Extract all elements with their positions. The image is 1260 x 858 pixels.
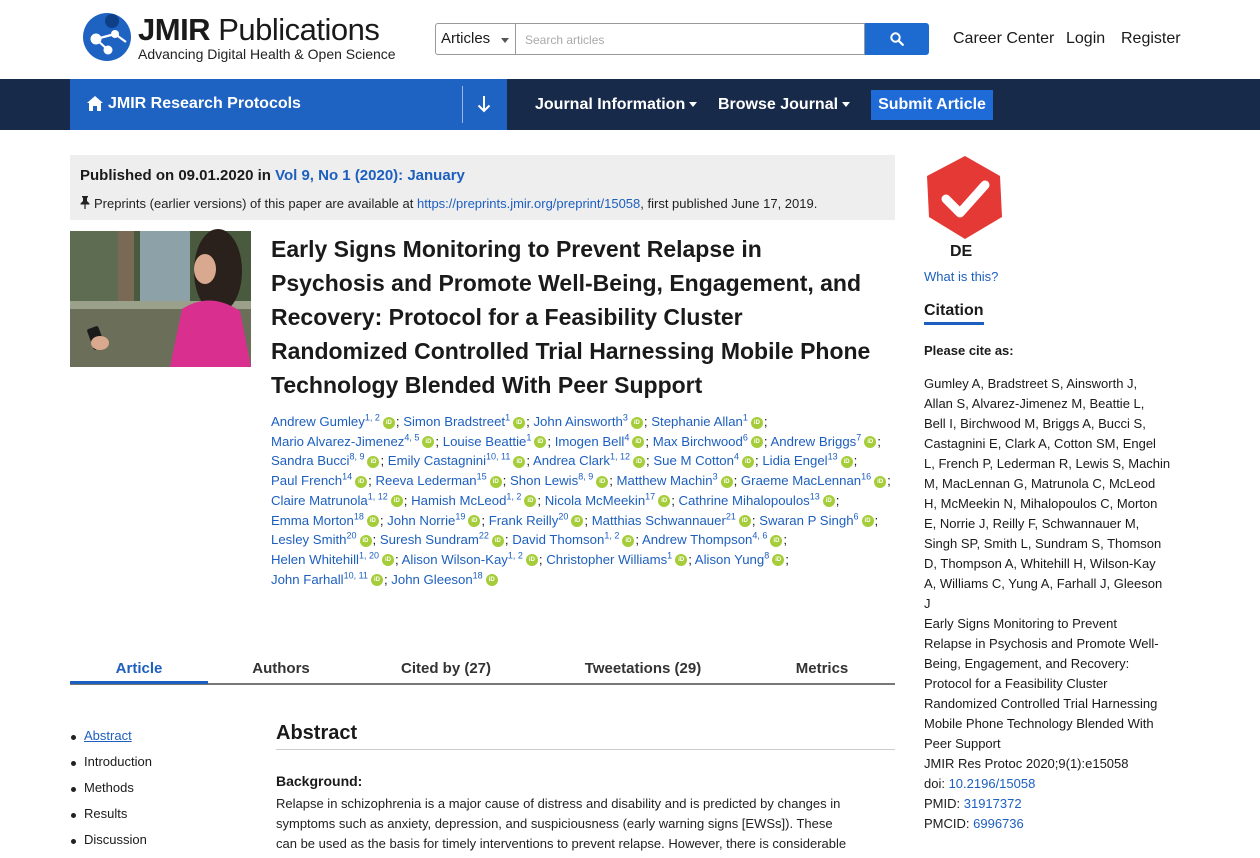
author-affiliation: 1 <box>667 550 673 561</box>
search-input[interactable]: Search articles <box>516 23 865 55</box>
author-affiliation: 4 <box>733 452 739 463</box>
citation-title-line: Relapse in Psychosis and Promote Well- <box>924 636 1159 651</box>
author-entry: Christopher Williams$^1$ iD ; <box>546 550 692 567</box>
author-affiliation: 16 <box>861 471 872 482</box>
orcid-icon[interactable]: iD <box>658 495 670 507</box>
author-entry: Nicola McMeekin$^{17}$ iD ; <box>544 491 675 508</box>
author-link[interactable]: Simon Bradstreet <box>403 414 506 429</box>
orcid-icon[interactable]: iD <box>631 417 643 429</box>
author-link[interactable]: Hamish McLeod <box>411 492 507 508</box>
orcid-icon[interactable]: iD <box>770 535 782 547</box>
arrow-down-icon[interactable] <box>477 95 491 113</box>
orcid-icon[interactable]: iD <box>524 495 536 507</box>
author-link[interactable]: Emily Castagnini <box>387 453 487 469</box>
orcid-icon[interactable]: iD <box>841 456 853 468</box>
orcid-icon[interactable]: iD <box>534 436 546 448</box>
author-link[interactable]: Helen Whitehill <box>271 551 359 567</box>
citation-block <box>924 374 1182 834</box>
abstract-heading: Abstract <box>276 722 358 744</box>
author-link[interactable]: Stephanie Allan <box>651 414 743 429</box>
orcid-icon[interactable]: iD <box>513 456 525 468</box>
pmid-link[interactable]: 31917372 <box>963 796 1022 811</box>
author-affiliation: 17 <box>645 491 656 502</box>
active-tab-indicator <box>70 681 208 684</box>
tab-tweetations[interactable]: Tweetations (29) <box>584 660 702 677</box>
author-link[interactable]: Swaran P Singh <box>759 512 854 528</box>
author-entry: Lidia Engel$^{13}$ iD ; <box>762 452 858 469</box>
citation-title-line: Being, Engagement, and Recovery: <box>924 656 1130 671</box>
author-affiliation: 1, 2 <box>364 412 380 423</box>
orcid-icon[interactable]: iD <box>596 476 608 488</box>
author-affiliation: 3 <box>622 412 628 423</box>
citation-authors-line: H, McMeekin N, Mihalopoulos C, Morton <box>924 496 1158 511</box>
login-link[interactable]: Login <box>1066 30 1106 47</box>
caret-down-icon <box>842 102 850 107</box>
author-affiliation: 19 <box>455 511 466 522</box>
site-header <box>0 0 1260 79</box>
chevron-down-icon <box>501 38 509 43</box>
citation-title-line: Randomized Controlled Trial Harnessing <box>924 696 1158 711</box>
tab-cited-by[interactable]: Cited by (27) <box>400 660 491 677</box>
author-entry: Alison Yung$^8$ iD ; <box>694 550 789 567</box>
author-affiliation: 13 <box>809 491 820 502</box>
author-entry: Andrea Clark$^{1, 12}$ iD ; <box>532 452 650 469</box>
caret-down-icon <box>689 102 697 107</box>
author-link[interactable]: Imogen Bell <box>554 433 625 449</box>
author-affiliation: 4, 5 <box>404 432 420 443</box>
pin-icon <box>80 196 90 209</box>
author-affiliation: 20 <box>558 511 569 522</box>
abstract-divider <box>276 749 895 750</box>
search-icon <box>890 32 904 46</box>
jmir-logo[interactable] <box>82 12 402 64</box>
orcid-icon[interactable]: iD <box>622 535 634 547</box>
author-affiliation: 15 <box>476 471 487 482</box>
author-entry: Claire Matrunola$^{1, 12}$ iD ; <box>271 491 408 508</box>
author-entry: John Farhall$^{10, 11}$ iD ; <box>271 570 388 587</box>
orcid-icon[interactable]: iD <box>571 515 583 527</box>
author-affiliation: 1, 12 <box>609 452 630 463</box>
orcid-icon[interactable]: iD <box>632 436 644 448</box>
author-entry: Mario Alvarez-Jimenez$^{4, 5}$ iD ; <box>271 432 440 449</box>
author-link[interactable]: Lidia Engel <box>762 453 828 469</box>
author-affiliation: 1, 2 <box>604 530 620 541</box>
published-line: Published on 09.01.2020 in Vol 9, No 1 (2020): January <box>80 167 465 184</box>
orcid-icon[interactable]: iD <box>864 436 876 448</box>
author-entry: Lesley Smith$^{20}$ iD ; <box>271 530 377 548</box>
author-link[interactable]: Alison Wilson-Kay <box>401 551 508 567</box>
citation-authors-line: Gumley A, Bradstreet S, Ainsworth J, <box>924 376 1138 391</box>
publication-info <box>70 155 895 220</box>
author-entry: Graeme MacLennan$^{16}$ iD ; <box>740 471 891 489</box>
author-affiliation: 10, 11 <box>343 570 368 581</box>
author-entry: Sandra Bucci$^{8, 9}$ iD ; <box>271 452 385 469</box>
author-link[interactable]: John Farhall <box>271 571 344 587</box>
register-link[interactable]: Register <box>1121 30 1181 47</box>
article-thumbnail-image <box>70 231 251 367</box>
orcid-icon[interactable]: iD <box>751 436 763 448</box>
author-affiliation: 1 <box>526 432 532 443</box>
orcid-icon[interactable]: iD <box>367 456 379 468</box>
tab-article[interactable]: Article <box>115 660 163 677</box>
toc-link-abstract[interactable]: Abstract <box>84 728 132 743</box>
preprint-link[interactable]: https://preprints.jmir.org/preprint/15058 <box>416 196 641 211</box>
author-link[interactable]: Max Birchwood <box>652 433 743 449</box>
orcid-icon[interactable]: iD <box>772 554 784 566</box>
citation-authors-line: L, French P, Lederman R, Lewis S, Machin <box>924 456 1171 471</box>
author-affiliation: 8, 9 <box>578 471 594 482</box>
pmid-line <box>924 794 1182 814</box>
toc-item-results <box>70 806 250 832</box>
toc-item-discussion <box>70 832 250 858</box>
author-affiliation: 18 <box>353 511 364 522</box>
citation-authors-line: A, Williams C, Yung A, Farhall J, Gleeson <box>924 576 1163 591</box>
citation-title-line: Early Signs Monitoring to Prevent <box>924 616 1117 631</box>
citation-authors-line: Castagnini E, Clark A, Cotton SM, Engel <box>924 436 1156 451</box>
author-link[interactable]: Matthew Machin <box>616 473 713 489</box>
pmcid-line <box>924 814 1182 834</box>
author-entry: Imogen Bell$^4$ iD ; <box>554 432 650 449</box>
author-affiliation: 10, 11 <box>486 452 511 463</box>
author-list <box>271 412 891 589</box>
orcid-icon[interactable]: iD <box>492 535 504 547</box>
author-entry: John Ainsworth$^3$ iD ; <box>533 412 648 429</box>
author-link[interactable]: Nicola McMeekin <box>544 492 646 508</box>
journal-name: JMIR Research Protocols <box>108 95 301 112</box>
author-entry: Hamish McLeod$^{1, 2}$ iD ; <box>411 491 542 508</box>
orcid-icon[interactable]: iD <box>490 476 502 488</box>
orcid-icon[interactable]: iD <box>675 554 687 566</box>
submit-article-button[interactable]: Submit Article <box>871 90 993 120</box>
author-link[interactable]: David Thomson <box>512 532 605 548</box>
author-affiliation: 1 <box>505 412 511 423</box>
author-entry: Suresh Sundram$^{22}$ iD ; <box>379 530 509 548</box>
author-link[interactable]: Frank Reilly <box>488 512 559 528</box>
author-entry: Andrew Briggs$^7$ iD ; <box>770 432 881 449</box>
badge-label: DE <box>950 243 973 260</box>
author-entry: Sue M Cotton$^4$ iD ; <box>653 452 759 469</box>
thumbnail-illustration <box>70 231 251 367</box>
orcid-icon[interactable]: iD <box>355 476 367 488</box>
author-link[interactable]: Suresh Sundram <box>379 532 479 548</box>
author-entry: Matthew Machin$^3$ iD ; <box>616 471 738 489</box>
author-affiliation: 1, 12 <box>367 491 388 502</box>
author-link[interactable]: Matthias Schwannauer <box>591 512 726 528</box>
author-affiliation: 20 <box>346 530 357 541</box>
toc-item-abstract <box>70 728 250 754</box>
toc-item-methods <box>70 780 250 806</box>
author-link[interactable]: John Norrie <box>387 512 456 528</box>
abstract-section <box>276 722 895 851</box>
author-link[interactable]: John Ainsworth <box>533 414 623 429</box>
pmcid-link[interactable]: 6996736 <box>973 816 1024 831</box>
preprint-line: Preprints (earlier versions) of this paper are available at https://preprints.jmir.org/preprint/15058, first published June 17, 2019. <box>80 196 817 211</box>
author-entry: Frank Reilly$^{20}$ iD ; <box>488 511 589 528</box>
author-link[interactable]: Andrew Thompson <box>641 532 753 548</box>
orcid-icon[interactable]: iD <box>739 515 751 527</box>
author-affiliation: 1, 2 <box>506 491 522 502</box>
orcid-icon[interactable]: iD <box>742 456 754 468</box>
orcid-icon[interactable]: iD <box>862 515 874 527</box>
citation-title-line: Peer Support <box>924 736 1001 751</box>
author-entry: Cathrine Mihalopoulos$^{13}$ iD ; <box>678 491 840 508</box>
search-button[interactable] <box>865 23 929 55</box>
toc-link-introduction[interactable]: Introduction <box>84 754 152 769</box>
author-entry: Andrew Thompson$^{4, 6}$ iD ; <box>641 530 788 548</box>
author-affiliation: 8, 9 <box>349 452 365 463</box>
author-link[interactable]: Graeme MacLennan <box>740 473 862 489</box>
journal-information-menu[interactable]: Journal Information <box>535 96 697 114</box>
citation-title-line: Protocol for a Feasibility Cluster <box>924 676 1108 691</box>
author-affiliation: 3 <box>712 471 718 482</box>
orcid-icon[interactable]: iD <box>633 456 645 468</box>
orcid-icon[interactable]: iD <box>526 554 538 566</box>
data-editor-badge[interactable] <box>924 155 1006 265</box>
orcid-icon[interactable]: iD <box>367 515 379 527</box>
author-entry: Helen Whitehill$^{1, 20}$ iD ; <box>271 550 399 567</box>
author-affiliation: 7 <box>856 432 862 443</box>
orcid-icon[interactable]: iD <box>383 417 395 429</box>
citation-heading: Citation <box>924 302 984 325</box>
citation-authors-line: M, MacLennan G, Matrunola C, McLeod <box>924 476 1156 491</box>
author-link[interactable]: Louise Beattie <box>442 433 527 449</box>
author-affiliation: 6 <box>742 432 748 443</box>
search-scope-select[interactable]: Articles <box>435 23 516 55</box>
author-entry <box>391 572 498 587</box>
logo-wordmark: JMIR Publications <box>138 12 380 47</box>
doi-link[interactable]: 10.2196/15058 <box>948 776 1036 791</box>
career-center-link[interactable]: Career Center <box>953 30 1055 47</box>
author-entry: John Norrie$^{19}$ iD ; <box>387 511 486 528</box>
pmcid-label: PMCID: <box>924 816 974 831</box>
author-entry: Shon Lewis$^{8, 9}$ iD ; <box>510 471 613 489</box>
orcid-icon[interactable]: iD <box>360 535 372 547</box>
orcid-icon[interactable]: iD <box>468 515 480 527</box>
orcid-icon[interactable]: iD <box>486 574 498 586</box>
author-link[interactable]: Sandra Bucci <box>271 453 350 469</box>
citation-title-line: Mobile Phone Technology Blended With <box>924 716 1154 731</box>
author-link[interactable]: Andrea Clark <box>532 453 610 469</box>
author-entry: Emily Castagnini$^{10, 11}$ iD ; <box>387 452 531 469</box>
browse-journal-menu[interactable]: Browse Journal <box>718 96 850 114</box>
logo-tagline: Advancing Digital Health & Open Science <box>138 46 396 62</box>
author-affiliation: 14 <box>342 471 353 482</box>
article-tabs <box>70 653 895 685</box>
checkmark-badge-icon <box>924 155 1006 243</box>
author-entry: David Thomson$^{1, 2}$ iD ; <box>512 530 639 548</box>
abstract-line: symptoms such as anxiety, depression, and suspiciousness (early warning signs [EWSs]). These <box>276 816 833 831</box>
author-entry: Simon Bradstreet$^1$ iD ; <box>403 412 530 429</box>
citation-authors-line: Singh SP, Smith L, Sundram S, Thomson <box>924 536 1162 551</box>
author-link[interactable]: Mario Alvarez-Jimenez <box>271 433 405 449</box>
author-link[interactable]: John Gleeson <box>391 571 473 587</box>
orcid-icon[interactable]: iD <box>721 476 733 488</box>
author-affiliation: 4 <box>624 432 630 443</box>
author-link[interactable]: Shon Lewis <box>510 473 579 489</box>
author-link[interactable]: Andrew Briggs <box>770 433 857 449</box>
abstract-text <box>276 794 890 854</box>
author-link[interactable]: Lesley Smith <box>271 532 347 548</box>
author-affiliation: 1, 20 <box>358 550 379 561</box>
author-link[interactable]: Claire Matrunola <box>271 492 368 508</box>
citation-journal-ref: JMIR Res Protoc 2020;9(1):e15058 <box>924 756 1129 771</box>
please-cite-label: Please cite as: <box>924 343 1014 358</box>
background-label: Background: <box>276 773 363 789</box>
logo-molecule-icon <box>82 12 132 62</box>
author-entry: Emma Morton$^{18}$ iD ; <box>271 511 384 528</box>
orcid-icon[interactable]: iD <box>422 436 434 448</box>
doi-line <box>924 774 1182 794</box>
author-entry: Andrew Gumley$^{1, 2}$ iD ; <box>271 412 400 429</box>
orcid-icon[interactable]: iD <box>391 495 403 507</box>
author-affiliation: 21 <box>725 511 736 522</box>
issue-link[interactable]: Vol 9, No 1 (2020): January <box>275 167 465 184</box>
journal-home-link[interactable] <box>70 79 507 130</box>
toc-link-discussion[interactable]: Discussion <box>84 832 147 847</box>
author-link[interactable]: Emma Morton <box>271 512 354 528</box>
citation-authors-line: E, Norrie J, Reilly F, Schwannauer M, <box>924 516 1140 531</box>
citation-authors-line: J <box>924 596 931 611</box>
author-link[interactable]: Andrew Gumley <box>271 414 365 429</box>
toc-link-results[interactable]: Results <box>84 806 128 821</box>
what-is-this-link[interactable]: What is this? <box>924 269 999 284</box>
author-affiliation: 18 <box>472 570 483 581</box>
author-link[interactable]: Sue M Cotton <box>653 453 734 469</box>
toc-item-introduction <box>70 754 250 780</box>
tab-authors[interactable]: Authors <box>252 660 310 677</box>
author-entry: Louise Beattie$^1$ iD ; <box>442 432 552 449</box>
author-link[interactable]: Cathrine Mihalopoulos <box>678 492 810 508</box>
doi-label: doi: <box>924 776 949 791</box>
citation-authors-line: Allan S, Alvarez-Jimenez M, Beattie L, <box>924 396 1145 411</box>
toc-link-methods[interactable]: Methods <box>84 780 134 795</box>
author-affiliation: 6 <box>853 511 859 522</box>
table-of-contents <box>70 728 250 858</box>
pmid-label: PMID: <box>924 796 964 811</box>
orcid-icon[interactable]: iD <box>382 554 394 566</box>
orcid-icon[interactable]: iD <box>751 417 763 429</box>
orcid-icon[interactable]: iD <box>823 495 835 507</box>
author-link[interactable]: Alison Yung <box>694 551 765 567</box>
author-link[interactable]: Reeva Lederman <box>375 473 477 489</box>
author-affiliation: 1 <box>742 412 748 423</box>
article-title: Early Signs Monitoring to Prevent Relapse in Psychosis and Promote Well-Being, Engagement, and Recovery: Protocol for a Feasibility Cluster Randomized Controlled Trial Harnessing Mobile Phone Technology Blended With Peer Support <box>271 236 871 398</box>
home-icon <box>86 95 104 112</box>
nav-divider <box>462 86 463 123</box>
abstract-line: can be used as the basis for timely interventions to prevent relapse. However, there is considerable <box>276 836 847 851</box>
author-link[interactable]: Paul French <box>271 473 343 489</box>
author-affiliation: 13 <box>827 452 838 463</box>
orcid-icon[interactable]: iD <box>874 476 886 488</box>
author-entry: Alison Wilson-Kay$^{1, 2}$ iD ; <box>401 550 543 567</box>
orcid-icon[interactable]: iD <box>513 417 525 429</box>
tab-metrics[interactable]: Metrics <box>795 660 849 677</box>
citation-authors-line: D, Thompson A, Whitehill H, Wilson-Kay <box>924 556 1156 571</box>
citation-authors-line: Bell I, Birchwood M, Briggs A, Bucci S, <box>924 416 1146 431</box>
abstract-line: Relapse in schizophrenia is a major cause of distress and disability and is predicted by changes in <box>276 796 841 811</box>
author-entry: Stephanie Allan$^1$ iD ; <box>651 412 768 429</box>
search-bar <box>435 23 929 55</box>
journal-nav <box>0 79 1260 130</box>
orcid-icon[interactable]: iD <box>371 574 383 586</box>
author-affiliation: 1, 2 <box>507 550 523 561</box>
author-entry: Swaran P Singh$^6$ iD ; <box>759 511 879 528</box>
author-affiliation: 8 <box>764 550 770 561</box>
author-entry: Matthias Schwannauer$^{21}$ iD ; <box>591 511 756 528</box>
author-link[interactable]: Christopher Williams <box>546 551 668 567</box>
author-entry: Max Birchwood$^6$ iD ; <box>652 432 768 449</box>
author-affiliation: 22 <box>478 530 489 541</box>
author-affiliation: 4, 6 <box>752 530 768 541</box>
author-entry: Reeva Lederman$^{15}$ iD ; <box>375 471 507 489</box>
author-entry: Paul French$^{14}$ iD ; <box>271 471 372 489</box>
